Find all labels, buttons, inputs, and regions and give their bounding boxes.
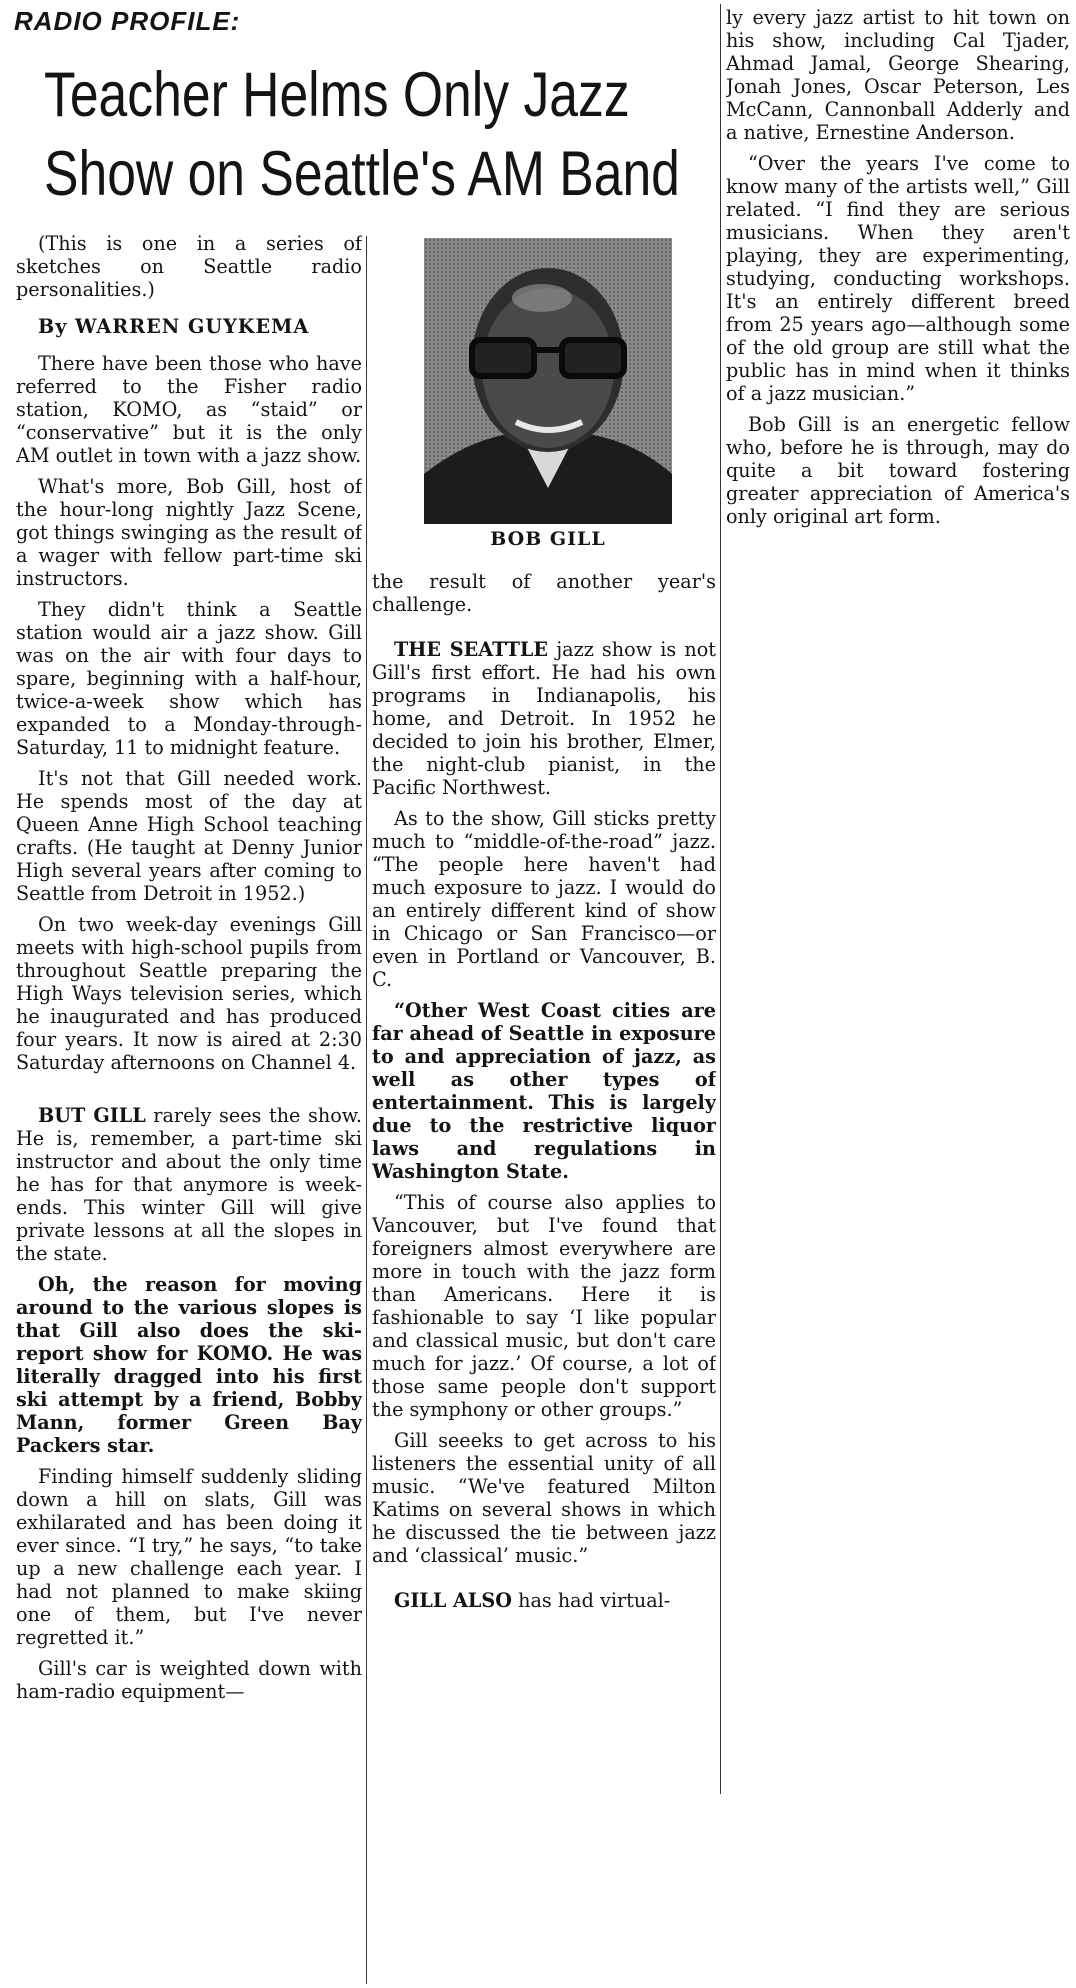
paragraph: They didn't think a Seattle station would air a jazz show. Gill was on the air with four days to spare, beginning with a half-hour, twice-a-week show which has expanded to a Monday-through-Saturday, 11 to midnight feature. bbox=[16, 598, 362, 759]
subhead-lead: THE SEATTLE bbox=[394, 638, 549, 661]
paragraph: “Over the years I've come to know many of the artists well,” Gill related. “I find they are serious musicians. When they aren't playing, they are experimenting, studying, conducting workshops. It's an entirely different breed from 25 years ago—although some of the old group are still what the public has in mind when it thinks of a jazz musician.” bbox=[726, 152, 1070, 405]
column-3 bbox=[726, 6, 1070, 666]
paragraph: BUT GILL rarely sees the show. He is, remember, a part-time ski instructor and about the only time he has for that anymore is week-ends. This winter Gill will give private lessons at all the slopes in the state. bbox=[16, 1104, 362, 1265]
headline-line-2: Show on Seattle's AM Band bbox=[44, 139, 680, 209]
byline: By WARREN GUYKEMA bbox=[38, 315, 310, 338]
subhead-lead: GILL ALSO bbox=[394, 1589, 512, 1612]
photo-caption: BOB GILL bbox=[490, 528, 606, 550]
headline bbox=[44, 56, 680, 214]
portrait-photo bbox=[424, 238, 672, 524]
column-divider bbox=[720, 4, 721, 1794]
series-note: (This is one in a series of sketches on Seattle radio personalities.) bbox=[16, 232, 362, 301]
kicker: RADIO PROFILE: bbox=[14, 6, 241, 36]
paragraph: Gill seeeks to get across to his listeners the essential unity of all music. “We've featured Milton Katims on several shows in which he discussed the tie between jazz and ‘classical’ music.” bbox=[372, 1429, 716, 1567]
paragraph: What's more, Bob Gill, host of the hour-long nightly Jazz Scene, got things swinging as the result of a wager with fellow part-time ski instructors. bbox=[16, 475, 362, 590]
paragraph: “This of course also applies to Vancouver, but I've found that foreigners almost everywhere are more in touch with the jazz form than Americans. Here it is fashionable to say ‘I like popular and classical music, but don't care much for jazz.’ Of course, a lot of those same people don't support the symphony or other groups.” bbox=[372, 1191, 716, 1421]
paragraph: the result of another year's challenge. bbox=[372, 570, 716, 616]
paragraph-bold: Oh, the reason for moving around to the various slopes is that Gill also does the ski-report show for KOMO. He was literally dragged into his first ski attempt by a friend, Bobby Mann, former Green Bay Packers star. bbox=[16, 1273, 362, 1457]
subhead-lead: BUT GILL bbox=[38, 1104, 146, 1127]
portrait-image bbox=[424, 238, 672, 524]
paragraph: Bob Gill is an energetic fellow who, before he is through, may do quite a bit toward fostering greater appreciation of America's only original art form. bbox=[726, 413, 1070, 528]
paragraph: Finding himself suddenly sliding down a hill on slats, Gill was exhilarated and has been doing it ever since. “I try,” he says, “to take up a new challenge each year. I had not planned to make skiing one of them, but I've never regretted it.” bbox=[16, 1465, 362, 1649]
paragraph: It's not that Gill needed work. He spends most of the day at Queen Anne High School teaching crafts. (He taught at Denny Junior High several years after coming to Seattle from Detroit in 1952.) bbox=[16, 767, 362, 905]
column-divider bbox=[366, 236, 367, 1984]
paragraph-bold: “Other West Coast cities are far ahead of Seattle in exposure to and appreciation of jazz, as well as other types of entertainment. This is largely due to the restrictive liquor laws and regulations in Washington State. bbox=[372, 999, 716, 1183]
paragraph: ly every jazz artist to hit town on his show, including Cal Tjader, Ahmad Jamal, George Shearing, Jonah Jones, Oscar Peterson, Les McCann, Cannonball Adderly and a native, Ernestine Anderson. bbox=[726, 6, 1070, 144]
headline-line-1: Teacher Helms Only Jazz bbox=[44, 60, 630, 130]
paragraph: There have been those who have referred to the Fisher radio station, KOMO, as “staid” or “conservative” but it is the only AM outlet in town with a jazz show. bbox=[16, 352, 362, 467]
column-2 bbox=[372, 570, 716, 1782]
paragraph: On two week-day evenings Gill meets with high-school pupils from throughout Seattle preparing the High Ways television series, which he inaugurated and has produced four years. It now is aired at 2:30 Saturday afternoons on Channel 4. bbox=[16, 913, 362, 1074]
paragraph: THE SEATTLE jazz show is not Gill's first effort. He had his own programs in Indianapolis, his home, and Detroit. In 1952 he decided to join his brother, Elmer, the night-club pianist, in the Pacific Northwest. bbox=[372, 638, 716, 799]
paragraph: As to the show, Gill sticks pretty much to “middle-of-the-road” jazz. “The people here haven't had much exposure to jazz. I would do an entirely different kind of show in Chicago or San Francisco—or even in Portland or Vancouver, B. C. bbox=[372, 807, 716, 991]
paragraph: Gill's car is weighted down with ham-radio equipment— bbox=[16, 1657, 362, 1703]
column-1 bbox=[16, 232, 362, 1984]
paragraph: GILL ALSO has had virtual- bbox=[394, 1589, 671, 1612]
